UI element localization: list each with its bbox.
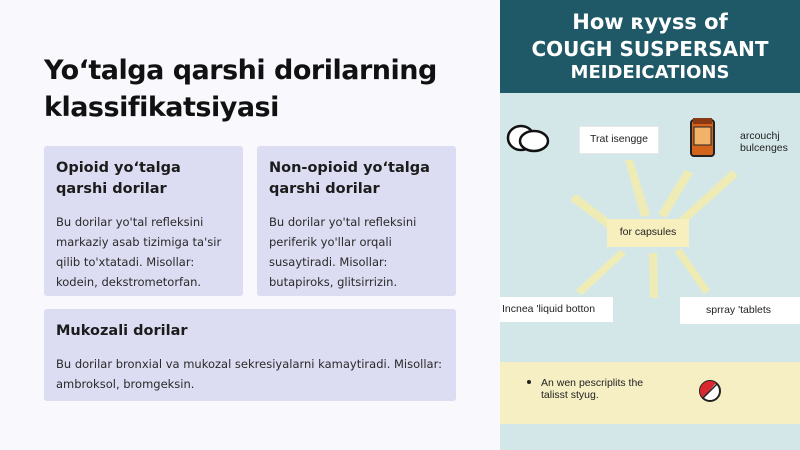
medicine-bottle-icon	[691, 118, 714, 156]
arrow-icon	[576, 250, 626, 295]
label-bottom	[541, 377, 643, 401]
label-middle-right: sprray 'tablets	[680, 297, 800, 324]
header-line: COUGH SUSPERSANT	[531, 37, 769, 61]
card-text: Bu dorilar yo'tal refleksini periferik yo'llar orqali susaytiradi. Misollar: butapiroks, glitsirrizin.	[269, 215, 417, 289]
label-top-right	[740, 130, 788, 154]
card-non-opioid	[257, 146, 456, 296]
pill-icon	[700, 381, 720, 401]
label-center: for capsules	[607, 219, 689, 247]
label-top-center: Trat isengge	[580, 127, 658, 153]
label-line: talisst styug.	[541, 389, 599, 401]
arrow-icon	[649, 253, 658, 298]
label-line: arcouchj	[740, 130, 780, 142]
card-title: Mukozali dorilar	[56, 323, 188, 339]
bullet-icon	[527, 380, 531, 384]
capsules-icon	[508, 126, 548, 151]
arrow-icon	[675, 248, 710, 294]
label-line: An wen pescriplits the	[541, 377, 644, 389]
header-line: MEIDEICATIONS	[570, 62, 730, 83]
card-opioid	[44, 146, 243, 296]
arrow-icon	[625, 160, 650, 217]
infographic-image	[500, 0, 800, 450]
card-title: Opioid yo‘talga qarshi dorilar	[56, 160, 181, 197]
label-middle-left: Incnea 'liquid botton	[500, 297, 613, 322]
slide-title: Yo‘talga qarshi dorilarning klassifikatsiyasi	[44, 55, 437, 123]
card-text: Bu dorilar yo'tal refleksini markaziy asab tizimiga ta'sir qilib to'xtatadi. Misollar: kodein, dekstrometorfan.	[56, 215, 222, 289]
card-text: Bu dorilar bronxial va mukozal sekresiyalarni kamaytiradi. Misollar: ambroksol, bromgeksin.	[56, 357, 442, 391]
header-line: How ʀyyss of	[572, 10, 728, 34]
card-title: Non-opioid yo‘talga qarshi dorilar	[269, 160, 430, 197]
label-line: bulcenges	[740, 142, 788, 154]
card-mucosal	[44, 309, 456, 401]
